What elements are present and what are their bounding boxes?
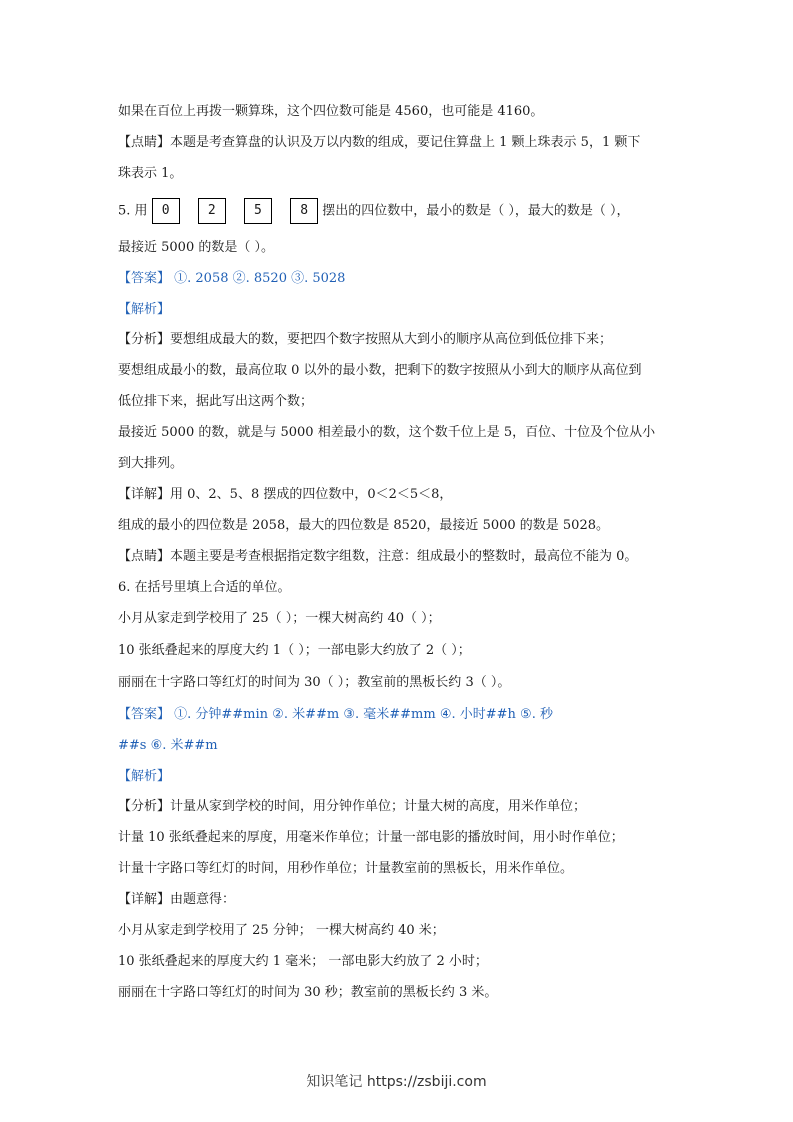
answer-line: 【答案】 ①. 2058 ②. 8520 ③. 5028 xyxy=(118,271,346,286)
text-line: 【分析】计量从家到学校的时间，用分钟作单位；计量大树的高度，用米作单位； xyxy=(118,799,587,814)
analysis-heading: 【解析】 xyxy=(118,302,171,317)
question-5-prefix: 5. 用 xyxy=(118,203,148,219)
digit-card: 8 xyxy=(290,198,318,224)
digit-card: 5 xyxy=(244,198,272,224)
text-line: 【点睛】本题是考查算盘的认识及万以内数的组成，要记住算盘上 1 颗上珠表示 5，1 颗下 xyxy=(118,135,641,150)
text-line: 小月从家走到学校用了 25（ ）；一棵大树高约 40（ ）； xyxy=(118,611,441,626)
question-5 xyxy=(118,198,630,225)
text-line: 计量十字路口等红灯的时间，用秒作单位；计量教室前的黑板长，用米作单位。 xyxy=(118,861,574,876)
analysis-heading: 【解析】 xyxy=(118,769,171,784)
text-line: 【分析】要想组成最大的数，要把四个数字按照从大到小的顺序从高位到低位排下来； xyxy=(118,332,613,347)
text-line: 10 张纸叠起来的厚度大约 1（ ）；一部电影大约放了 2（ ）； xyxy=(118,643,471,658)
text-line: 【详解】用 0、2、5、8 摆成的四位数中，0＜2＜5＜8， xyxy=(118,487,453,502)
text-line: 丽丽在十字路口等红灯的时间为 30 秒；教室前的黑板长约 3 米。 xyxy=(118,985,498,1000)
digit-card: 0 xyxy=(152,198,180,224)
text-line: 小月从家走到学校用了 25 分钟； 一棵大树高约 40 米； xyxy=(118,923,445,938)
digit-card: 2 xyxy=(198,198,226,224)
text-line: 低位排下来，据此写出这两个数； xyxy=(118,394,314,409)
text-line: 要想组成最小的数，最高位取 0 以外的最小数，把剩下的数字按照从小到大的顺序从高位到 xyxy=(118,363,642,378)
text-line: 到大排列。 xyxy=(118,456,184,471)
text-line: 计量 10 张纸叠起来的厚度，用毫米作单位；计量一部电影的播放时间，用小时作单位； xyxy=(118,830,624,845)
text-line: 【点睛】本题主要是考查根据指定数字组数，注意：组成最小的整数时，最高位不能为 0。 xyxy=(118,549,638,564)
text-line: 10 张纸叠起来的厚度大约 1 毫米； 一部电影大约放了 2 小时； xyxy=(118,954,488,969)
answer-line: 【答案】 ①. 分钟##min ②. 米##m ③. 毫米##mm ④. 小时##h ⑤. 秒 xyxy=(118,707,553,722)
text-line: 【详解】由题意得： xyxy=(118,892,236,907)
text-line: 组成的最小的四位数是 2058，最大的四位数是 8520，最接近 5000 的数是 5028。 xyxy=(118,518,609,533)
footer-watermark: 知识笔记 https://zsbiji.com xyxy=(306,1074,487,1090)
text-line: 珠表示 1。 xyxy=(118,166,183,181)
text-line: 最接近 5000 的数是（ ）。 xyxy=(118,240,274,255)
question-6-title: 6. 在括号里填上合适的单位。 xyxy=(118,580,291,595)
text-line: 如果在百位上再拨一颗算珠，这个四位数可能是 4560，也可能是 4160。 xyxy=(118,104,544,119)
answer-line: ##s ⑥. 米##m xyxy=(118,738,218,753)
question-5-text: 摆出的四位数中，最小的数是（ ），最大的数是（ ）， xyxy=(322,203,630,219)
text-line: 丽丽在十字路口等红灯的时间为 30（ ）；教室前的黑板长约 3（ ）。 xyxy=(118,675,511,690)
text-line: 最接近 5000 的数，就是与 5000 相差最小的数，这个数千位上是 5，百位、十位及个位从小 xyxy=(118,425,656,440)
